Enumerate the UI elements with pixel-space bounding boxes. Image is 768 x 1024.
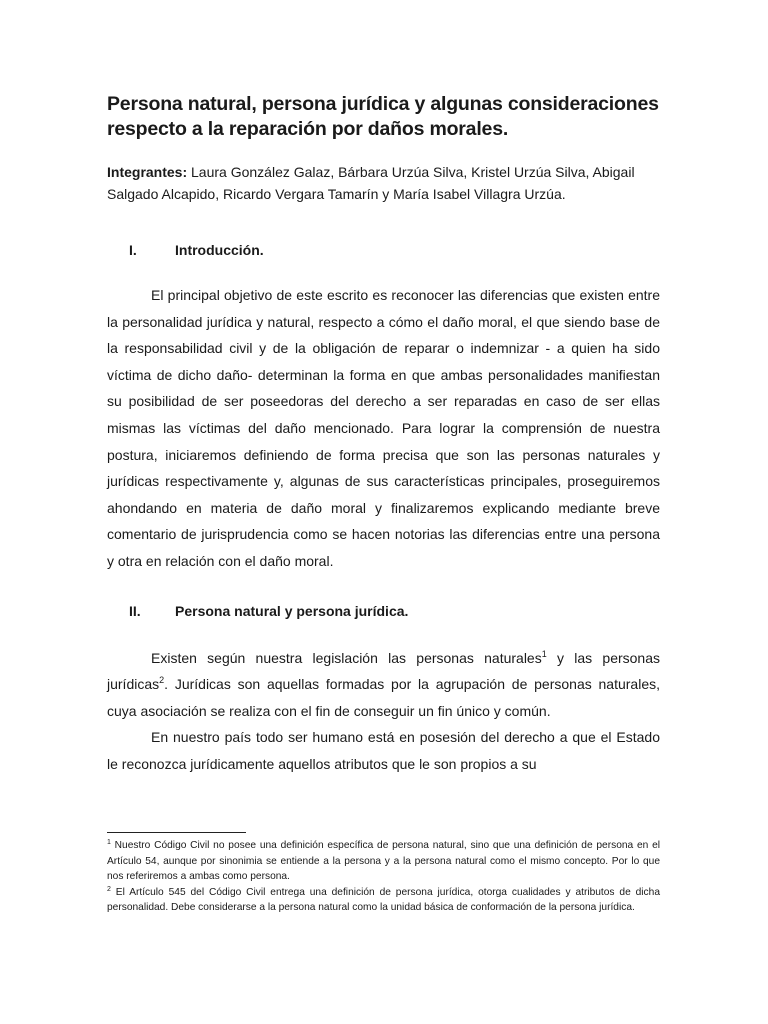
section-heading-persona <box>107 601 660 621</box>
footnote-1 <box>107 838 660 885</box>
footnote-divider <box>107 832 246 833</box>
intro-paragraph: El principal objetivo de este escrito es reconocer las diferencias que existen entre la personalidad jurídica y natural, respecto a cómo el daño moral, el que siendo base de la responsabilidad civil y de la obligación de reparar o indemnizar - a quien ha sido víctima de dicho daño- determinan la forma en que ambas personalidades manifiestan su posibilidad de ser poseedoras del derecho a ser reparadas en caso de ser ellas mismas las víctimas del daño mencionado. Para lograr la comprensión de nuestra postura, iniciaremos definiendo de forma precisa que son las personas naturales y jurídicas respectivamente y, algunas de sus características principales, proseguiremos ahondando en materia de daño moral y finalizaremos explicando mediante breve comentario de jurisprudencia como se hacen notorias las diferencias entre una persona y otra en relación con el daño moral. <box>107 287 660 569</box>
footnote-2 <box>107 885 660 916</box>
paragraph-text: y las personas jurídicas <box>107 649 660 693</box>
footnote-ref-2[interactable]: 2 <box>159 675 165 686</box>
persona-paragraph-2: En nuestro país todo ser humano está en posesión del derecho a que el Estado le reconozca jurídicamente aquellos atributos que le son propios a su <box>107 729 660 772</box>
footnote-text: El Artículo 545 del Código Civil entrega una definición de persona jurídica, otorga cualidades y atributos de dicha personalidad. Debe considerarse a la persona natural como la unidad básica de conformación de la persona jurídica. <box>107 886 660 913</box>
footnote-ref-1[interactable]: 1 <box>541 648 547 659</box>
footnote-mark: 2 <box>107 885 111 893</box>
footnotes <box>107 838 660 916</box>
section-number: II. <box>129 602 141 619</box>
section-title: Introducción. <box>175 242 264 258</box>
section-title: Persona natural y persona jurídica. <box>175 602 409 619</box>
section-heading-introduccion <box>107 240 660 260</box>
footnote-text: Nuestro Código Civil no posee una definición específica de persona natural, sino que una definición de persona en el Artículo 54, aunque por sinonimia se entiende a la persona y a la persona natural como el mismo concepto. Por lo que nos referiremos a ambas como persona. <box>107 840 660 882</box>
document-title: Persona natural, persona jurídica y algunas consideraciones respecto a la reparación por daños morales. <box>107 93 659 140</box>
authors-line <box>107 161 660 205</box>
footnote-mark: 1 <box>107 839 111 846</box>
paragraph-text: Existen según nuestra legislación las personas naturales <box>151 649 542 666</box>
section-number: I. <box>129 242 137 258</box>
document-body <box>107 92 660 778</box>
paragraph-text: . Jurídicas son aquellas formadas por la agrupación de personas naturales, cuya asociación se realiza con el fin de conseguir un fin único y común. <box>107 676 660 719</box>
authors-names: Laura González Galaz, Bárbara Urzúa Silva, Kristel Urzúa Silva, Abigail Salgado Alcapido, Ricardo Vergara Tamarín y María Isabel Villagra Urzúa. <box>107 164 635 202</box>
persona-paragraph-1 <box>107 645 660 725</box>
authors-label: Integrantes: <box>107 164 188 180</box>
